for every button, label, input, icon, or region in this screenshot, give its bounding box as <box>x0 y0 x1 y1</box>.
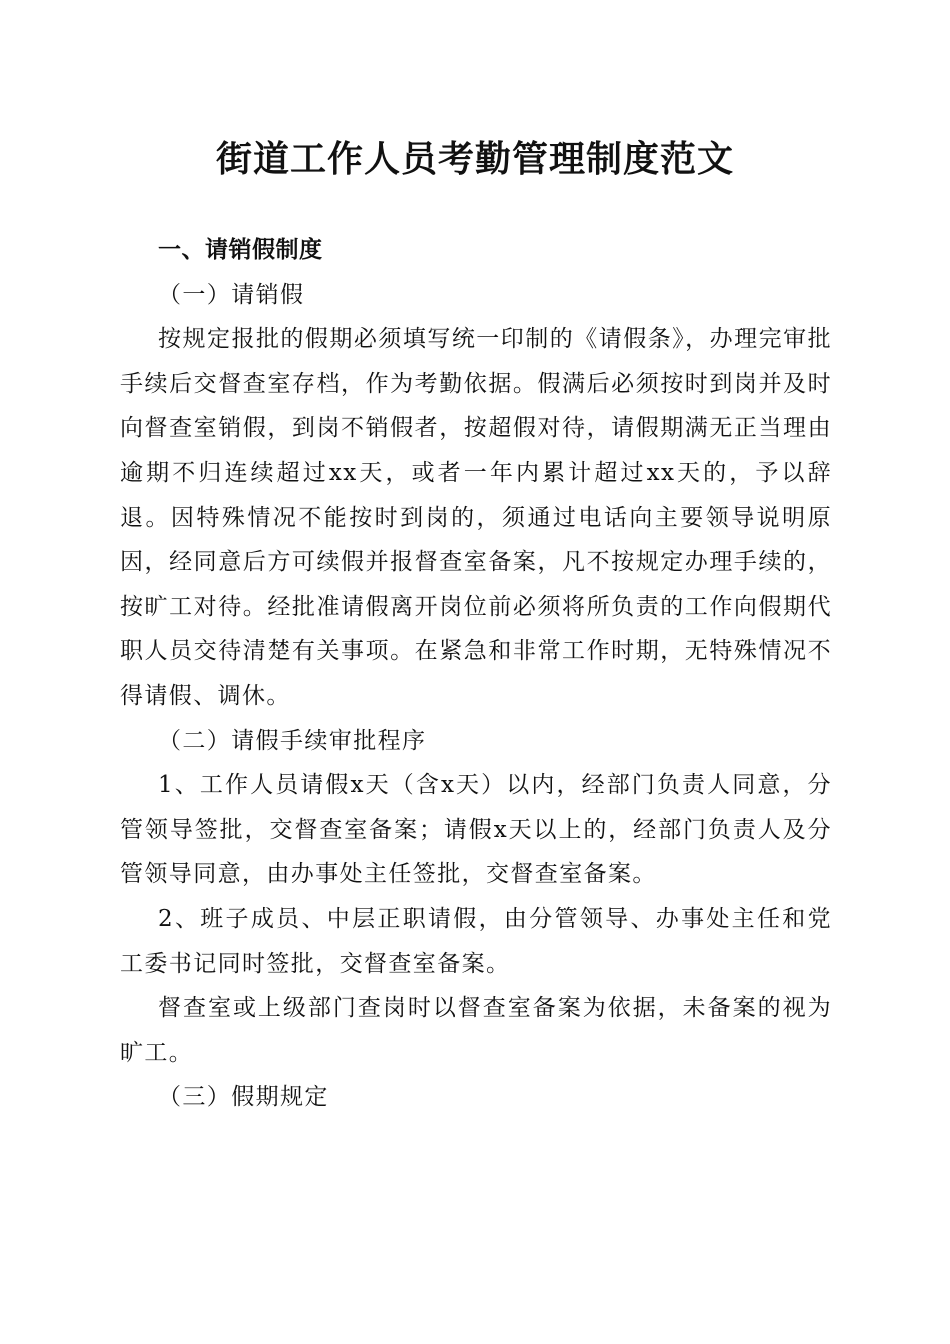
paragraph-approval-leaders: 2、班子成员、中层正职请假，由分管领导、办事处主任和党工委书记同时签批，交督查室备案。 <box>120 905 832 977</box>
subsection-heading-holiday-rules: （三）假期规定 <box>158 1084 329 1111</box>
subsection-heading-approval-procedure: （二）请假手续审批程序 <box>158 727 427 754</box>
subsection-heading-leave-request: （一）请销假 <box>158 281 305 308</box>
paragraph-inspection: 督查室或上级部门查岗时以督查室备案为依据，未备案的视为旷工。 <box>120 995 832 1066</box>
paragraph-approval-staff: 1、工作人员请假x天（含x天）以内，经部门负责人同意，分管领导签批，交督查室备案；请假x天以上的，经部门负责人及分管领导同意，由办事处主任签批，交督查室备案。 <box>120 772 832 888</box>
document-body <box>120 228 832 1120</box>
section-heading-leave-system: 一、请销假制度 <box>158 237 323 263</box>
document-title: 街道工作人员考勤管理制度范文 <box>215 138 734 180</box>
paragraph-leave-rules: 按规定报批的假期必须填写统一印制的《请假条》，办理完审批手续后交督查室存档，作为考勤依据。假满后必须按时到岗并及时向督查室销假，到岗不销假者，按超假对待，请假期满无正当理由逾期不归连续超过xx天，或者一年内累计超过xx天的，予以辞退。因特殊情况不能按时到岗的，须通过电话向主要领导说明原因，经同意后方可续假并报督查室备案，凡不按规定办理手续的，按旷工对待。经批准请假离开岗位前必须将所负责的工作向假期代职人员交待清楚有关事项。在紧急和非常工作时期，无特殊情况不得请假、调休。 <box>120 326 832 709</box>
